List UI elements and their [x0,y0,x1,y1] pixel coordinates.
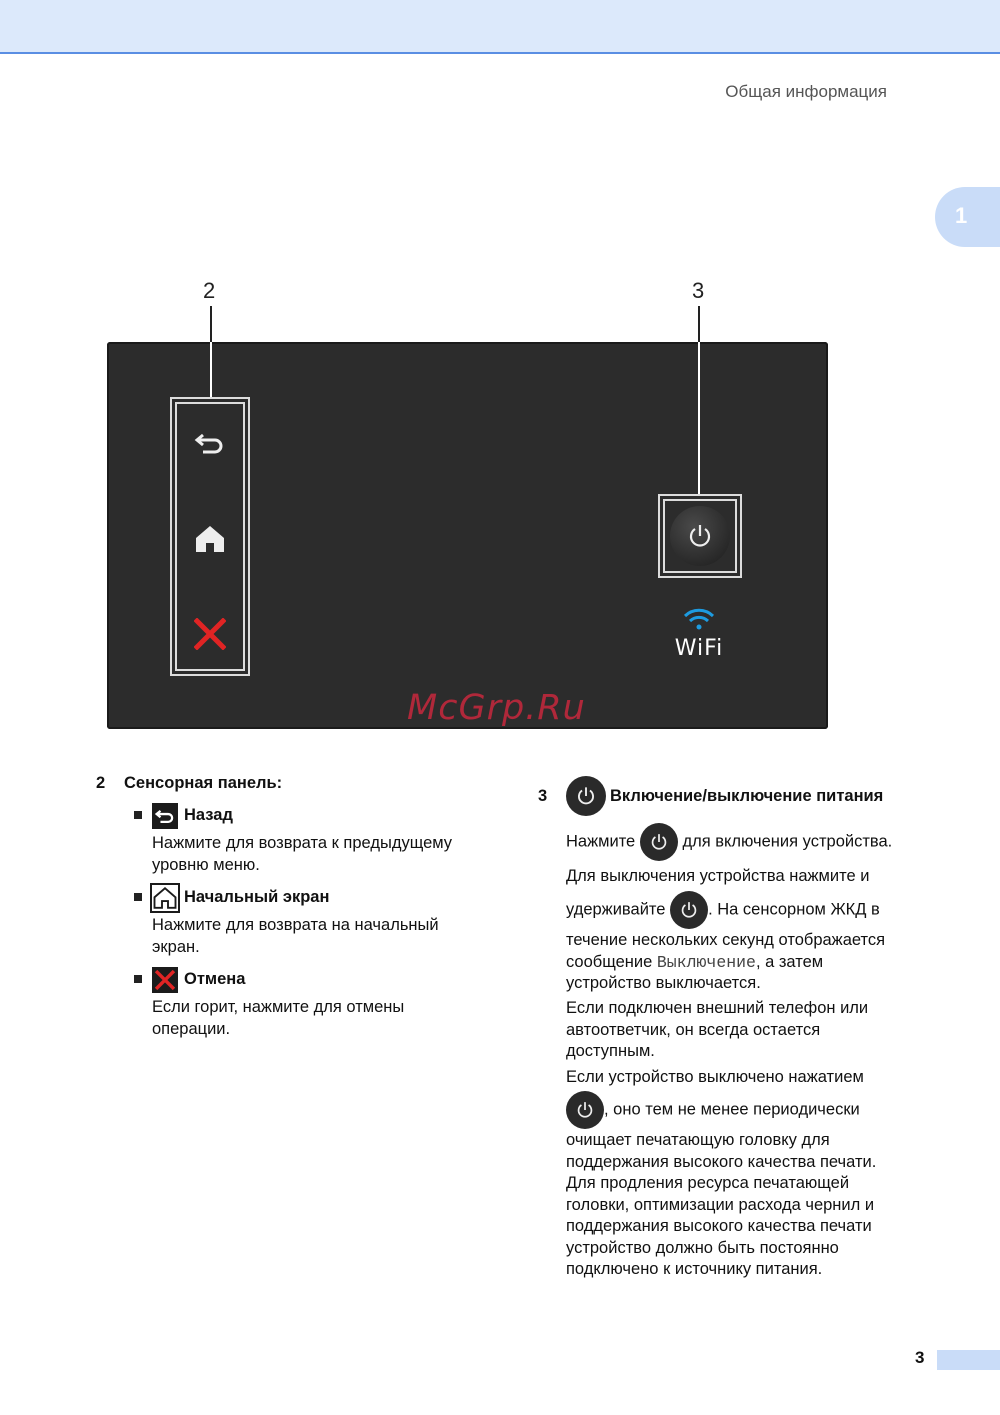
wifi-icon [682,607,716,631]
page-number: 3 [915,1348,925,1367]
wifi-indicator [672,607,726,661]
bullet [134,811,142,819]
item-3-paragraph-1: Нажмите для включения устройства. [566,823,892,861]
home-button[interactable] [172,509,248,569]
item-3-paragraph-4a: Если устройство выключено нажатием [566,1068,864,1086]
chapter-tab [935,187,1000,247]
item-2-number: 2 [96,774,106,792]
callout-line-2-inner [210,342,212,397]
home-icon [194,524,226,554]
entry-back-description: Нажмите для возврата к предыдущему уровню меню. [152,834,453,874]
callout-line-2 [210,306,212,342]
bullet [134,893,142,901]
callout-3: 3 [692,278,705,303]
cancel-icon [152,967,178,993]
power-icon-heading [566,776,606,816]
item-2-title: Сенсорная панель: [124,774,283,792]
entry-home-description: Нажмите для возврата на начальный экран. [152,916,439,956]
control-panel-illustration [107,342,828,729]
section-title: Общая информация [725,82,887,101]
footer-bar [937,1350,1000,1370]
power-icon [686,522,714,550]
entry-back-title: Назад [184,806,233,824]
power-icon [640,823,678,861]
callout-line-3 [698,306,700,342]
power-button[interactable] [670,506,730,566]
bullet [134,975,142,983]
item-3-paragraph-2a: Для выключения устройства нажмите и [566,867,870,885]
power-icon [566,776,606,816]
item-3-title: Включение/выключение питания [610,787,884,805]
back-icon [193,431,227,455]
touch-panel-frame [170,397,250,676]
callout-2: 2 [203,278,216,303]
cancel-icon [194,618,226,650]
callout-line-3-inner [698,342,700,494]
item-3-paragraph-3: Если подключен внешний телефон или автоответчик, он всегда остается доступным. [566,999,869,1060]
item-3-paragraph-2c: течение нескольких секунд отображается сообщение Выключение, а затем устройство выключается. [566,931,886,992]
power-icon [670,891,708,929]
entry-cancel-title: Отмена [184,970,246,988]
watermark: McGrp.Ru [407,688,586,728]
power-icon [566,1091,604,1129]
item-3-paragraph-4b: , оно тем не менее периодически [566,1091,860,1129]
item-3-number: 3 [538,787,548,805]
power-button-frame [658,494,742,578]
entry-home-title: Начальный экран [184,888,330,906]
back-button[interactable] [172,413,248,473]
wifi-label: WiFi [674,636,724,661]
home-icon [152,885,178,911]
header-bar [0,0,1000,54]
lcd-message: Выключение [656,952,756,972]
entry-cancel-description: Если горит, нажмите для отмены операции. [152,998,405,1038]
chapter-number: 1 [955,203,968,228]
cancel-button[interactable] [172,604,248,664]
item-3-paragraph-4c: очищает печатающую головку для поддержания высокого качества печати. Для продления ресурса печатающей головки, оптимизации расхода чернил и поддержания высокого качества печати устройство должно быть постоянно подключено к источнику питания. [566,1131,877,1278]
back-icon [152,803,178,829]
item-3-paragraph-2b: удерживайте . На сенсорном ЖКД в [566,891,880,929]
